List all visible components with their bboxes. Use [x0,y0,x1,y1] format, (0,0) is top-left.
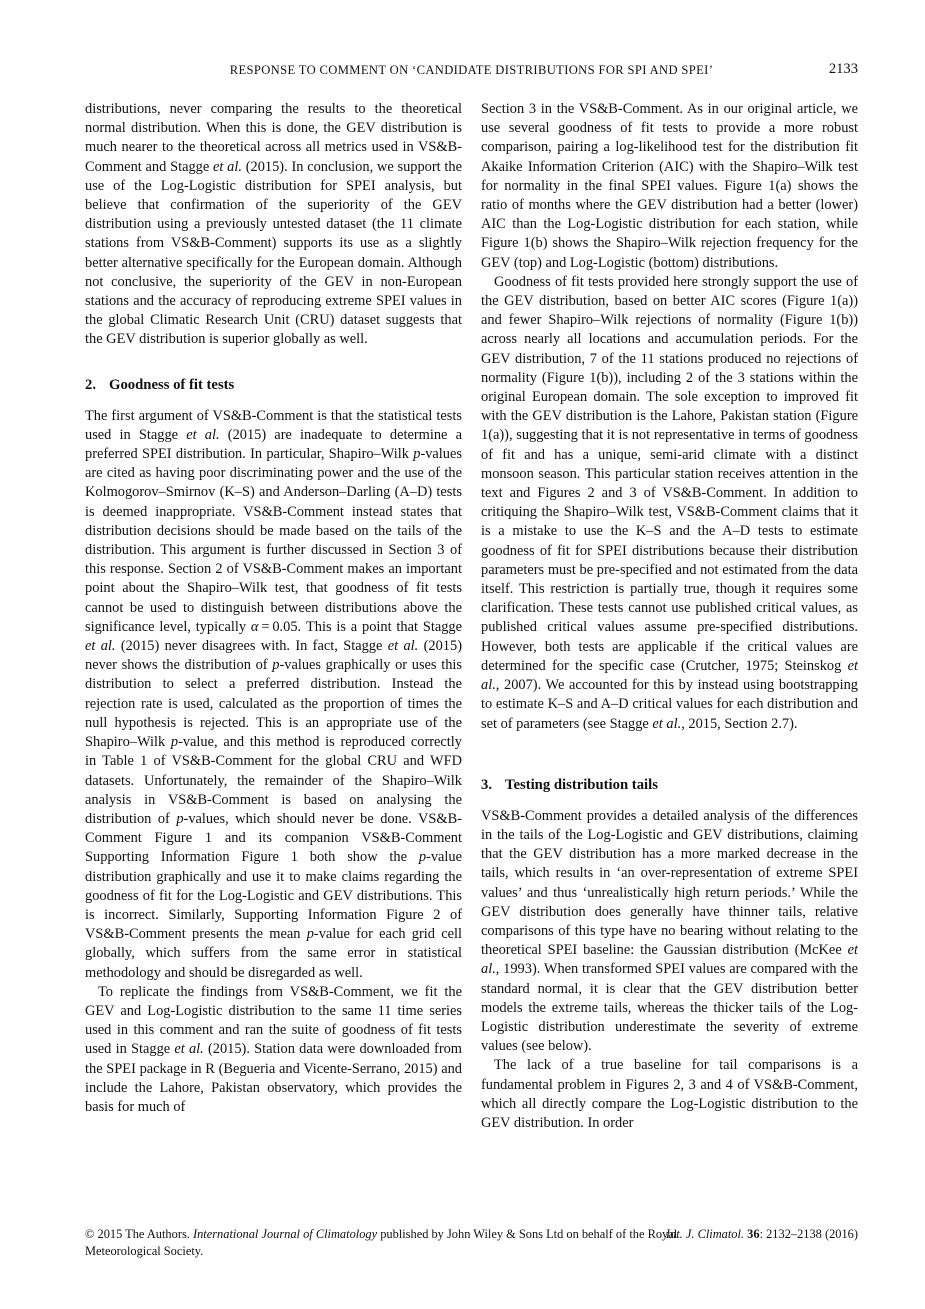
journal-citation: Int. J. Climatol. 36: 2132–2138 (2016) [665,1227,858,1241]
copyright-notice: © 2015 The Authors. International Journal of Climatology published by John Wiley & Sons Ltd on behalf of the Royal Meteorological Society. [85,1227,678,1258]
left-column [85,100,462,1212]
section-number: 3. [481,776,493,793]
paragraph-first-argument: The first argument of VS&B-Comment is that the statistical tests used in Stagge et al. (2015) are inadequate to determine a preferred SPEI distribution. In particular, Shapiro–Wilk p-values are cited as having poor discriminating power and the use of the Kolmogorov–Smirnov (K–S) and Anderson–Darling (A–D) tests is deemed inappropriate. VS&B-Comment instead states that distribution decisions should be made based on the tails of the distribution. This argument is further discussed in Section 3 of this response. Section 2 of VS&B-Comment makes an important point about the Shapiro–Wilk test, that goodness of fit tests cannot be used to distinguish between distributions above the significance level, typically α = 0.05. This is a point that Stagge et al. (2015) never disagrees with. In fact, Stagge et al. (2015) never shows the distribution of p-values graphically or uses this distribution to select a preferred distribution. Instead the rejection rate is used, calculated as the proportion of times the null hypothesis is rejected. This is an appropriate use of the Shapiro–Wilk p-value, and this method is reproduced correctly in Table 1 of VS&B-Comment for the global CRU and WFD datasets. Unfortunately, the remainder of the Shapiro–Wilk analysis in VS&B-Comment is based on analysing the distribution of p-values, which should never be done. VS&B-Comment Figure 1 and its companion VS&B-Comment Supporting Information Figure 1 both show the p-value distribution graphically and use it to make claims regarding the goodness of fit for the Log-Logistic and GEV distributions. This is incorrect. Similarly, Supporting Information Figure 2 of VS&B-Comment presents the mean p-value for each grid cell globally, which suffers from the same error in statistical methodology and should be disregarded as well. [85,407,462,981]
page-number: 2133 [828,61,858,77]
running-title: RESPONSE TO COMMENT ON ‘CANDIDATE DISTRIBUTIONS FOR SPI AND SPEI’ [229,63,714,77]
paragraph-tails-analysis: VS&B-Comment provides a detailed analysis of the differences in the tails of the Log-Logistic and GEV distributions, claiming that the GEV distribution has a more marked decrease in the tails, which results in ‘an over-representation of extreme SPEI values’ and thus ‘unrealistically high return periods.’ While the GEV distribution does generally have thinner tails, relative comparisons of this type have no bearing without relating to the theoretical SPEI baseline: the Gaussian distribution (McKee et al., 1993). When transformed SPEI values are compared with the standard normal, it is clear that the GEV distribution better models the extreme tails, whereas the thicker tails of the Log-Logistic distribution underestimate the severity of extreme values (see below). [481,807,858,1055]
two-column-body [85,100,858,1212]
paragraph-replicate-findings: To replicate the findings from VS&B-Comment, we fit the GEV and Log-Logistic distribution to the same 11 time series used in this comment and ran the suite of goodness of fit tests used in Stagge et al. (2015). Station data were downloaded from the SPEI package in R (Begueria and Vicente-Serrano, 2015) and include the Lahore, Pakistan observatory, which provides the basis for much of [85,983,462,1115]
running-head [85,63,858,83]
section-title: Testing distribution tails [505,776,658,793]
paragraph-conclusion-continuation: distributions, never comparing the results to the theoretical normal distribution. When this is done, the GEV distribution is much nearer to the theoretical across all metrics used in VS&B-Comment and Stagge et al. (2015). In conclusion, we support the use of the Log-Logistic distribution for SPEI analysis, but believe that confirmation of the superiority of the GEV distribution using a previously untested dataset (the 11 climate stations from VS&B-Comment) supports its use as a slightly better alternative specifically for the European domain. Although not conclusive, the superiority of the GEV in non-European stations and the accuracy of reproducing extreme SPEI values in the global Climatic Research Unit (CRU) dataset suggests that the GEV distribution is superior globally as well. [85,101,463,348]
section-heading-goodness-of-fit [85,376,462,395]
paragraph-original-article-continuation: Section 3 in the VS&B-Comment. As in our original article, we use several goodness of fit tests to provide a more robust comparison, pairing a log-likelihood test for the distribution fit Akaike Information Criterion (AIC) with the Shapiro–Wilk test for normality in the final SPEI values. Figure 1(a) shows the ratio of months where the GEV distribution had a better (lower) AIC than the Log-Logistic distribution for each station, while Figure 1(b) shows the Shapiro–Wilk rejection frequency for the GEV (top) and Log-Logistic (bottom) distributions. [481,101,858,271]
right-column [481,100,858,1212]
paragraph-lack-of-baseline: The lack of a true baseline for tail comparisons is a fundamental problem in Figures 2, 3 and 4 of VS&B-Comment, which all directly compare the Log-Logistic distribution to the GEV distribution. In order [481,1057,858,1131]
section-number: 2. [85,376,97,393]
section-title: Goodness of fit tests [109,376,235,393]
page-footer [85,1226,858,1260]
section-heading-testing-tails [481,776,858,795]
paragraph-goodness-support: Goodness of fit tests provided here strongly support the use of the GEV distribution, based on better AIC scores (Figure 1(a)) and fewer Shapiro–Wilk rejections of normality (Figure 1(b)) across nearly all locations and accumulation periods. For the GEV distribution, 7 of the 11 stations produced no rejections of normality (Figure 1(b)), including 2 of the 3 stations within the original European domain. The sole exception to improved fit with the GEV distribution is the Lahore, Pakistan station (Figure 1(a)), suggesting that it is not representative in terms of goodness of fit and has a unique, semi-arid climate with a distinct monsoon season. This particular station receives attention in the text and Figures 2 and 3 of VS&B-Comment. In addition to critiquing the Shapiro–Wilk test, VS&B-Comment claims that it is a mistake to use the K–S and the A–D tests to estimate goodness of fit for SPEI distributions because their distribution parameters must be pre-specified and not estimated from the data itself. This restriction is partially true, though it requires some clarification. These tests cannot use published critical values, as published critical values assume pre-specified distributions. However, both tests are applicable if the critical values are determined for the specific case (Crutcher, 1975; Steinskog et al., 2007). We accounted for this by instead using bootstrapping to estimate K–S and A–D critical values for each distribution and set of parameters (see Stagge et al., 2015, Section 2.7). [481,273,858,732]
